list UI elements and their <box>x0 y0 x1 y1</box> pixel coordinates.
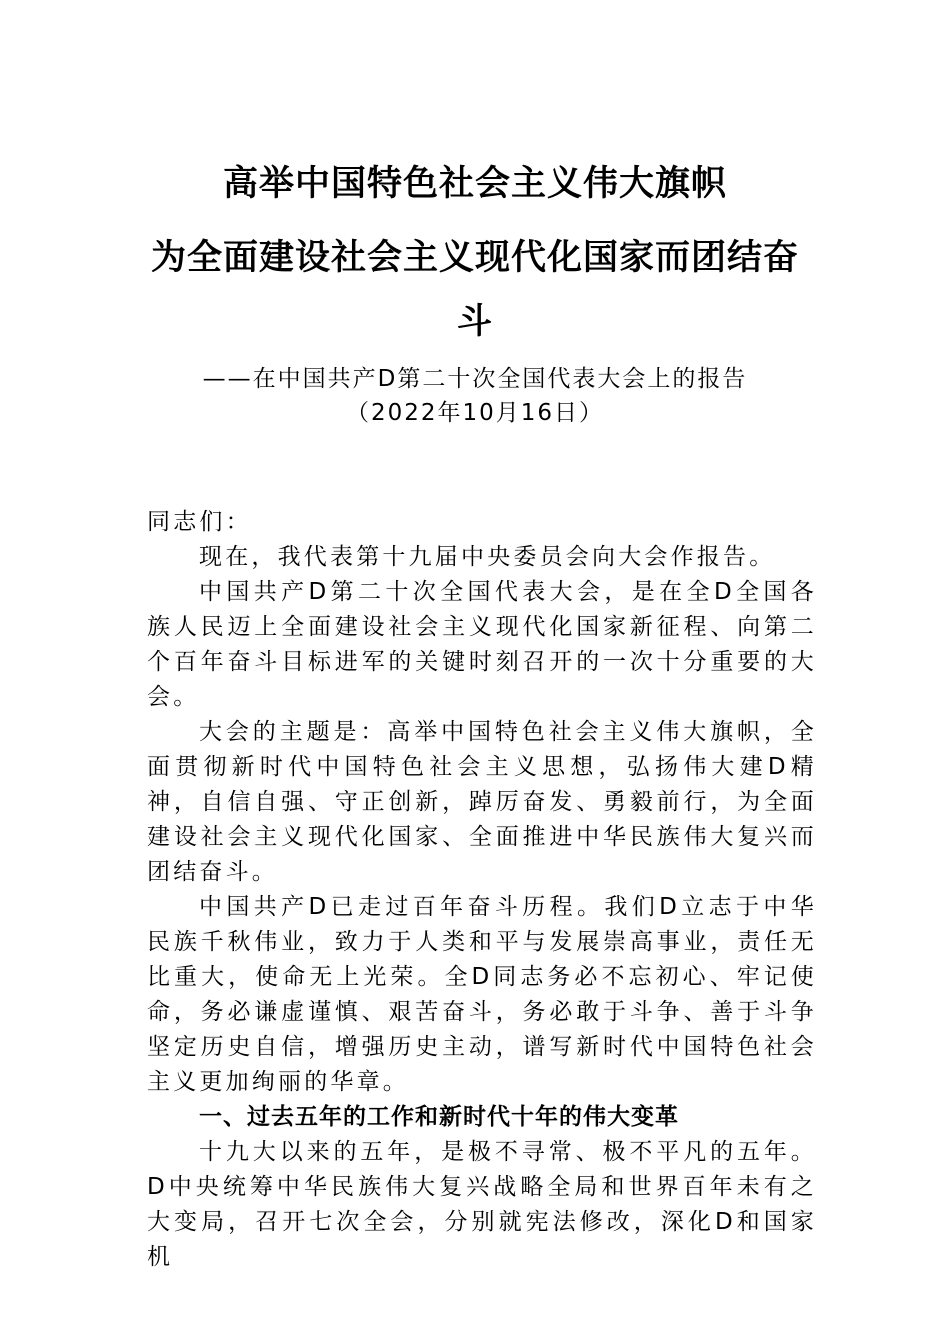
paragraph-4: 中国共产D已走过百年奋斗历程。我们D立志于中华民族千秋伟业，致力于人类和平与发展崇高事业，责任无比重大，使命无上光荣。全D同志务必不忘初心、牢记使命，务必谦虚谨慎、艰苦奋斗，务必敢于斗争、善于斗争坚定历史自信，增强历史主动，谱写新时代中国特色社会主义更加绚丽的华章。 <box>147 894 817 1095</box>
section-paragraph: 十九大以来的五年，是极不寻常、极不平凡的五年。D中央统筹中华民族伟大复兴战略全局和世界百年未有之大变局，召开七次全会，分别就宪法修改，深化D和国家机 <box>147 1139 817 1270</box>
report-body <box>147 505 817 1275</box>
report-subtitle: ——在中国共产D第二十次全国代表大会上的报告 <box>202 366 748 392</box>
section-heading: 一、过去五年的工作和新时代十年的伟大变革 <box>199 1104 679 1130</box>
report-date: （2022年10月16日） <box>345 400 605 426</box>
title-line-2: 为全面建设社会主义现代化国家而团结奋 <box>150 237 799 278</box>
title-line-3: 斗 <box>456 301 493 342</box>
paragraph-2: 中国共产D第二十次全国代表大会，是在全D全国各族人民迈上全面建设社会主义现代化国家新征程、向第二个百年奋斗目标进军的关键时刻召开的一次十分重要的大会。 <box>147 579 817 710</box>
title-line-1: 高举中国特色社会主义伟大旗帜 <box>222 163 727 204</box>
paragraph-3: 大会的主题是：高举中国特色社会主义伟大旗帜，全面贯彻新时代中国特色社会主义思想，弘扬伟大建D精神，自信自强、守正创新，踔厉奋发、勇毅前行，为全面建设社会主义现代化国家、全面推进中华民族伟大复兴而团结奋斗。 <box>147 719 817 885</box>
salutation: 同志们： <box>147 509 252 535</box>
paragraph-1: 现在，我代表第十九届中央委员会向大会作报告。 <box>199 544 776 570</box>
